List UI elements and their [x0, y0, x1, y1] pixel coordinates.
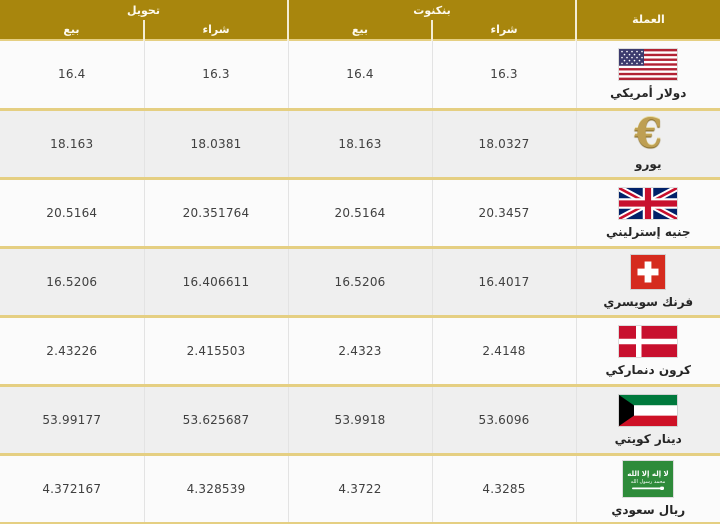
table-header: [0, 0, 720, 40]
rate-cell: 20.3457: [432, 178, 576, 247]
header-banknote-sell: بيع: [288, 20, 432, 40]
rate-cell: 18.163: [288, 109, 432, 178]
currency-cell: [576, 109, 720, 178]
currency-cell: [576, 40, 720, 109]
currency-name: دولار أمريكي: [610, 86, 687, 101]
table-body: [0, 40, 720, 523]
rate-cell: 18.0327: [432, 109, 576, 178]
rate-cell: 16.4017: [432, 247, 576, 316]
swiss-flag-icon: [631, 255, 665, 289]
rate-cell: 20.5164: [0, 178, 144, 247]
currency-name: كرون دنماركي: [605, 362, 692, 377]
uk-flag-icon: [619, 188, 677, 219]
currency-name: جنيه إسترليني: [605, 224, 691, 239]
rate-cell: 16.5206: [288, 247, 432, 316]
currency-name: ريال سعودي: [611, 503, 686, 517]
currency-cell: [576, 454, 720, 523]
rate-cell: 16.3: [144, 40, 288, 109]
rate-cell: 2.415503: [144, 316, 288, 385]
rate-cell: 16.4: [288, 40, 432, 109]
saudi-flag-icon: [623, 461, 673, 497]
svg-text:لا إله إلا الله: لا إله إلا الله: [627, 470, 670, 478]
rate-cell: 53.6096: [432, 385, 576, 454]
rate-cell: 16.3: [432, 40, 576, 109]
rate-cell: 2.4148: [432, 316, 576, 385]
header-transfer-group: تحويل: [0, 0, 288, 20]
rate-cell: 20.351764: [144, 178, 288, 247]
table-row-kwd: [0, 385, 720, 454]
rate-cell: 2.4323: [288, 316, 432, 385]
header-transfer-sell: بيع: [0, 20, 144, 40]
currency-cell: [576, 385, 720, 454]
rate-cell: 53.625687: [144, 385, 288, 454]
currency-name: دينار كويتي: [614, 431, 682, 446]
currency-cell: [576, 247, 720, 316]
rate-cell: 4.372167: [0, 454, 144, 523]
svg-text:محمد رسول الله: محمد رسول الله: [630, 479, 666, 485]
table-row-sar: [0, 454, 720, 523]
rate-cell: 4.3285: [432, 454, 576, 523]
table-row-usd: [0, 40, 720, 109]
currency-name: فرنك سويسري: [603, 295, 694, 309]
header-transfer-buy: شراء: [144, 20, 288, 40]
rate-cell: 16.5206: [0, 247, 144, 316]
rate-cell: 4.328539: [144, 454, 288, 523]
table-row-dkk: [0, 316, 720, 385]
rate-cell: 18.0381: [144, 109, 288, 178]
rate-cell: 16.406611: [144, 247, 288, 316]
us-flag-icon: [619, 49, 677, 80]
header-banknote-buy: شراء: [432, 20, 576, 40]
rate-cell: 18.163: [0, 109, 144, 178]
rate-cell: 4.3722: [288, 454, 432, 523]
kuwait-flag-icon: [619, 395, 677, 426]
rate-cell: 2.43226: [0, 316, 144, 385]
table-row-chf: [0, 247, 720, 316]
rate-cell: 20.5164: [288, 178, 432, 247]
currency-name: يورو: [635, 157, 662, 171]
euro-icon: €: [634, 110, 663, 157]
rate-cell: 16.4: [0, 40, 144, 109]
denmark-flag-icon: [619, 326, 677, 357]
currency-cell: [576, 316, 720, 385]
header-banknote-group: بنكنوت: [288, 0, 576, 20]
rate-cell: 53.99177: [0, 385, 144, 454]
rate-cell: 53.9918: [288, 385, 432, 454]
header-currency: العملة: [576, 0, 720, 40]
table-row-gbp: [0, 178, 720, 247]
header-group-row: [0, 0, 720, 20]
table-row-eur: [0, 109, 720, 178]
currency-cell: [576, 178, 720, 247]
